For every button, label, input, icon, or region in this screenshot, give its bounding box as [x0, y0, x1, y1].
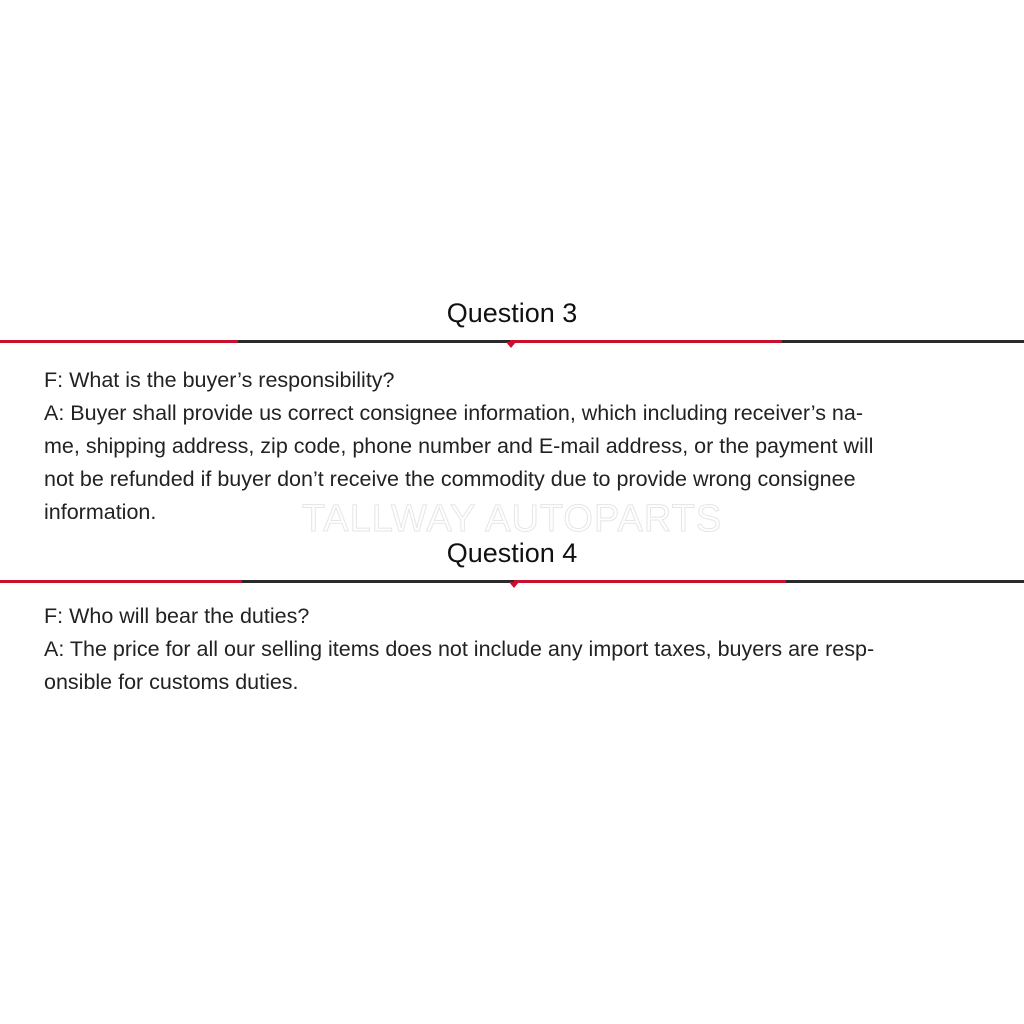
- answer-line: onsible for customs duties.: [44, 670, 299, 694]
- divider-notch-icon: [506, 342, 516, 348]
- section-title-question-3: Question 3: [446, 298, 578, 328]
- section-divider-question-3: [0, 340, 1024, 343]
- qa-block-question-4: [44, 600, 989, 699]
- answer-line: me, shipping address, zip code, phone number and E-mail address, or the payment will: [44, 434, 874, 458]
- answer-line: information.: [44, 500, 157, 524]
- question-line: F: What is the buyer’s responsibility?: [44, 368, 395, 392]
- answer-line: not be refunded if buyer don’t receive the commodity due to provide wrong consignee: [44, 467, 856, 491]
- section-divider-question-4: [0, 580, 1024, 583]
- question-line: F: Who will bear the duties?: [44, 604, 310, 628]
- section-title-question-4: Question 4: [446, 538, 578, 568]
- answer-line: A: The price for all our selling items does not include any import taxes, buyers are resp-: [44, 637, 875, 661]
- watermark-text: TALLWAY AUTOPARTS: [301, 498, 723, 540]
- qa-block-question-3: [44, 364, 989, 529]
- divider-notch-icon: [509, 582, 519, 588]
- answer-line: A: Buyer shall provide us correct consignee information, which including receiver’s na-: [44, 401, 863, 425]
